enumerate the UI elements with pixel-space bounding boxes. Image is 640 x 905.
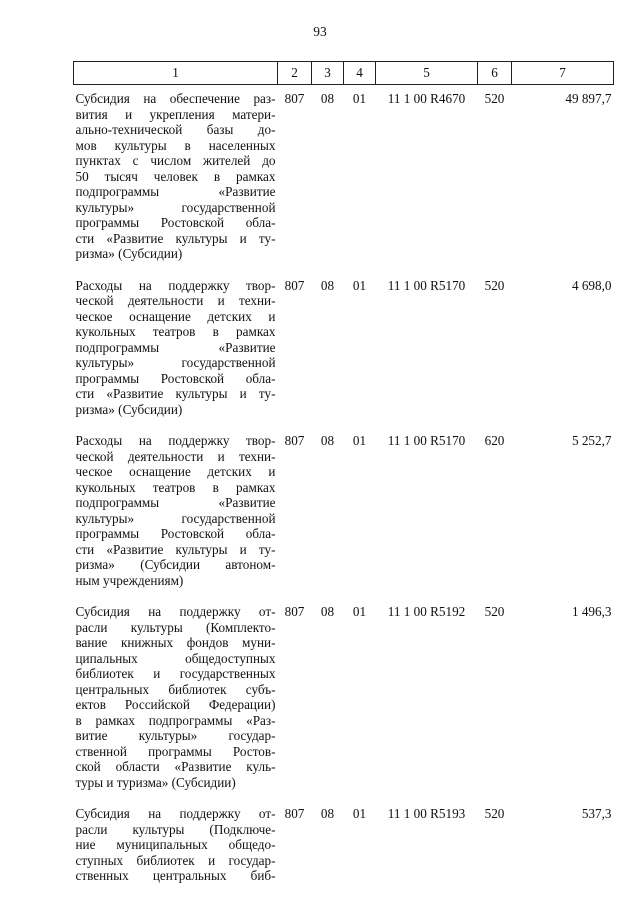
description-line: ступных библиотек и государ- — [75, 852, 276, 868]
cell-expense-type: 520 — [484, 91, 505, 106]
page-number: 93 — [313, 24, 327, 39]
description-line: программы Ростовской обла- — [75, 526, 276, 541]
row-description — [74, 806, 278, 884]
row-description — [74, 85, 278, 262]
description-line: ризма» (Субсидии автоном- — [75, 557, 276, 572]
cell-subsection: 01 — [352, 806, 367, 821]
description-line: Субсидия на обеспечение раз- — [75, 91, 276, 106]
budget-table — [73, 61, 614, 884]
description-line: в рамках подпрограммы «Раз- — [75, 712, 276, 728]
row-spacer — [74, 588, 614, 604]
description-line: кукольных театров в рамках — [75, 479, 276, 495]
description-line: сти «Развитие культуры и ту- — [75, 386, 276, 401]
description-line: программы Ростовской обла- — [75, 215, 276, 230]
description-line: культуры» государственной — [75, 199, 276, 215]
table-row — [74, 85, 614, 262]
description-line: ческой деятельности и техни- — [75, 293, 276, 308]
description-line: Субсидия на поддержку от- — [75, 806, 276, 821]
row-description — [74, 278, 278, 418]
description-line: ально-технической базы до- — [75, 122, 276, 137]
cell-expense-type: 520 — [484, 806, 505, 821]
description-line: ципальных общедоступных — [75, 650, 276, 666]
description-line: библиотек и государственных — [75, 666, 276, 681]
row-description — [74, 433, 278, 588]
cell-section: 08 — [320, 604, 335, 619]
description-line: Расходы на поддержку твор- — [75, 433, 276, 448]
description-line: ние муниципальных общедо- — [75, 837, 276, 852]
description-line: сти «Развитие культуры и ту- — [75, 230, 276, 246]
description-line: центральных библиотек субъ- — [75, 681, 276, 697]
description-line: ектов Российской Федерации) — [75, 697, 276, 712]
description-line: ческое оснащение детских и — [75, 308, 276, 324]
column-header: 1 — [74, 62, 278, 85]
description-line: вание книжных фондов муни- — [75, 635, 276, 650]
cell-ministry-code: 807 — [284, 277, 305, 293]
cell-expense-type: 520 — [484, 277, 505, 293]
description-line: ризма» (Субсидии) — [75, 246, 183, 261]
description-line: программы Ростовской обла- — [75, 370, 276, 386]
cell-amount: 537,3 — [581, 806, 612, 821]
description-line: культуры» государственной — [75, 510, 276, 526]
row-spacer — [74, 790, 614, 806]
description-line: ризма» (Субсидии) — [75, 401, 183, 417]
description-line: расли культуры (Подключе- — [75, 821, 276, 837]
column-header: 5 — [376, 62, 478, 85]
description-line: сти «Развитие культуры и ту- — [75, 541, 276, 557]
cell-target-article: 11 1 00 R4670 — [387, 91, 466, 106]
cell-target-article: 11 1 00 R5170 — [387, 277, 466, 293]
cell-amount: 5 252,7 — [571, 433, 612, 448]
table-row — [74, 433, 614, 588]
cell-subsection: 01 — [352, 604, 367, 619]
description-line: витие культуры» государ- — [75, 728, 276, 743]
cell-subsection: 01 — [352, 91, 367, 106]
description-line: кукольных театров в рамках — [75, 324, 276, 339]
cell-expense-type: 520 — [484, 604, 505, 619]
description-line: ческой деятельности и техни- — [75, 448, 276, 464]
row-spacer — [74, 417, 614, 433]
cell-expense-type: 620 — [484, 433, 505, 448]
description-line: ственной программы Ростов- — [75, 743, 276, 759]
cell-ministry-code: 807 — [284, 604, 305, 619]
cell-section: 08 — [320, 806, 335, 821]
description-line: подпрограммы «Развитие — [75, 495, 276, 510]
cell-section: 08 — [320, 91, 335, 106]
cell-target-article: 11 1 00 R5192 — [387, 604, 466, 619]
description-line: ческое оснащение детских и — [75, 464, 276, 479]
cell-ministry-code: 807 — [284, 806, 305, 821]
description-line: туры и туризма» (Субсидии) — [75, 774, 236, 790]
description-line: подпрограммы «Развитие — [75, 339, 276, 355]
description-line: ской области «Развитие куль- — [75, 759, 276, 774]
description-line: культуры» государственной — [75, 355, 276, 370]
cell-section: 08 — [320, 433, 335, 448]
cell-target-article: 11 1 00 R5170 — [387, 433, 466, 448]
description-line: расли культуры (Комплекто- — [75, 619, 276, 635]
table-header-row — [74, 62, 614, 85]
description-line: ственных центральных биб- — [75, 868, 276, 883]
cell-amount: 4 698,0 — [571, 277, 612, 293]
description-line: 50 тысяч человек в рамках — [75, 168, 276, 184]
description-line: ным учреждениям) — [75, 572, 184, 588]
table-row — [74, 604, 614, 790]
cell-target-article: 11 1 00 R5193 — [387, 806, 466, 821]
description-line: пунктах с числом жителей до — [75, 153, 276, 168]
cell-amount: 1 496,3 — [571, 604, 612, 619]
column-header: 6 — [478, 62, 512, 85]
table-row — [74, 806, 614, 884]
column-header: 4 — [344, 62, 376, 85]
cell-section: 08 — [320, 277, 335, 293]
description-line: вития и укрепления матери- — [75, 106, 276, 122]
row-spacer — [74, 262, 614, 278]
cell-ministry-code: 807 — [284, 433, 305, 448]
column-header: 2 — [278, 62, 312, 85]
description-line: Расходы на поддержку твор- — [75, 277, 276, 293]
column-header: 3 — [312, 62, 344, 85]
cell-ministry-code: 807 — [284, 91, 305, 106]
table-row — [74, 278, 614, 418]
cell-subsection: 01 — [352, 433, 367, 448]
description-line: Субсидия на поддержку от- — [75, 604, 276, 619]
description-line: подпрограммы «Развитие — [75, 184, 276, 199]
description-line: мов культуры в населенных — [75, 137, 276, 153]
cell-amount: 49 897,7 — [565, 91, 612, 106]
column-header: 7 — [512, 62, 614, 85]
row-description — [74, 604, 278, 790]
cell-subsection: 01 — [352, 277, 367, 293]
